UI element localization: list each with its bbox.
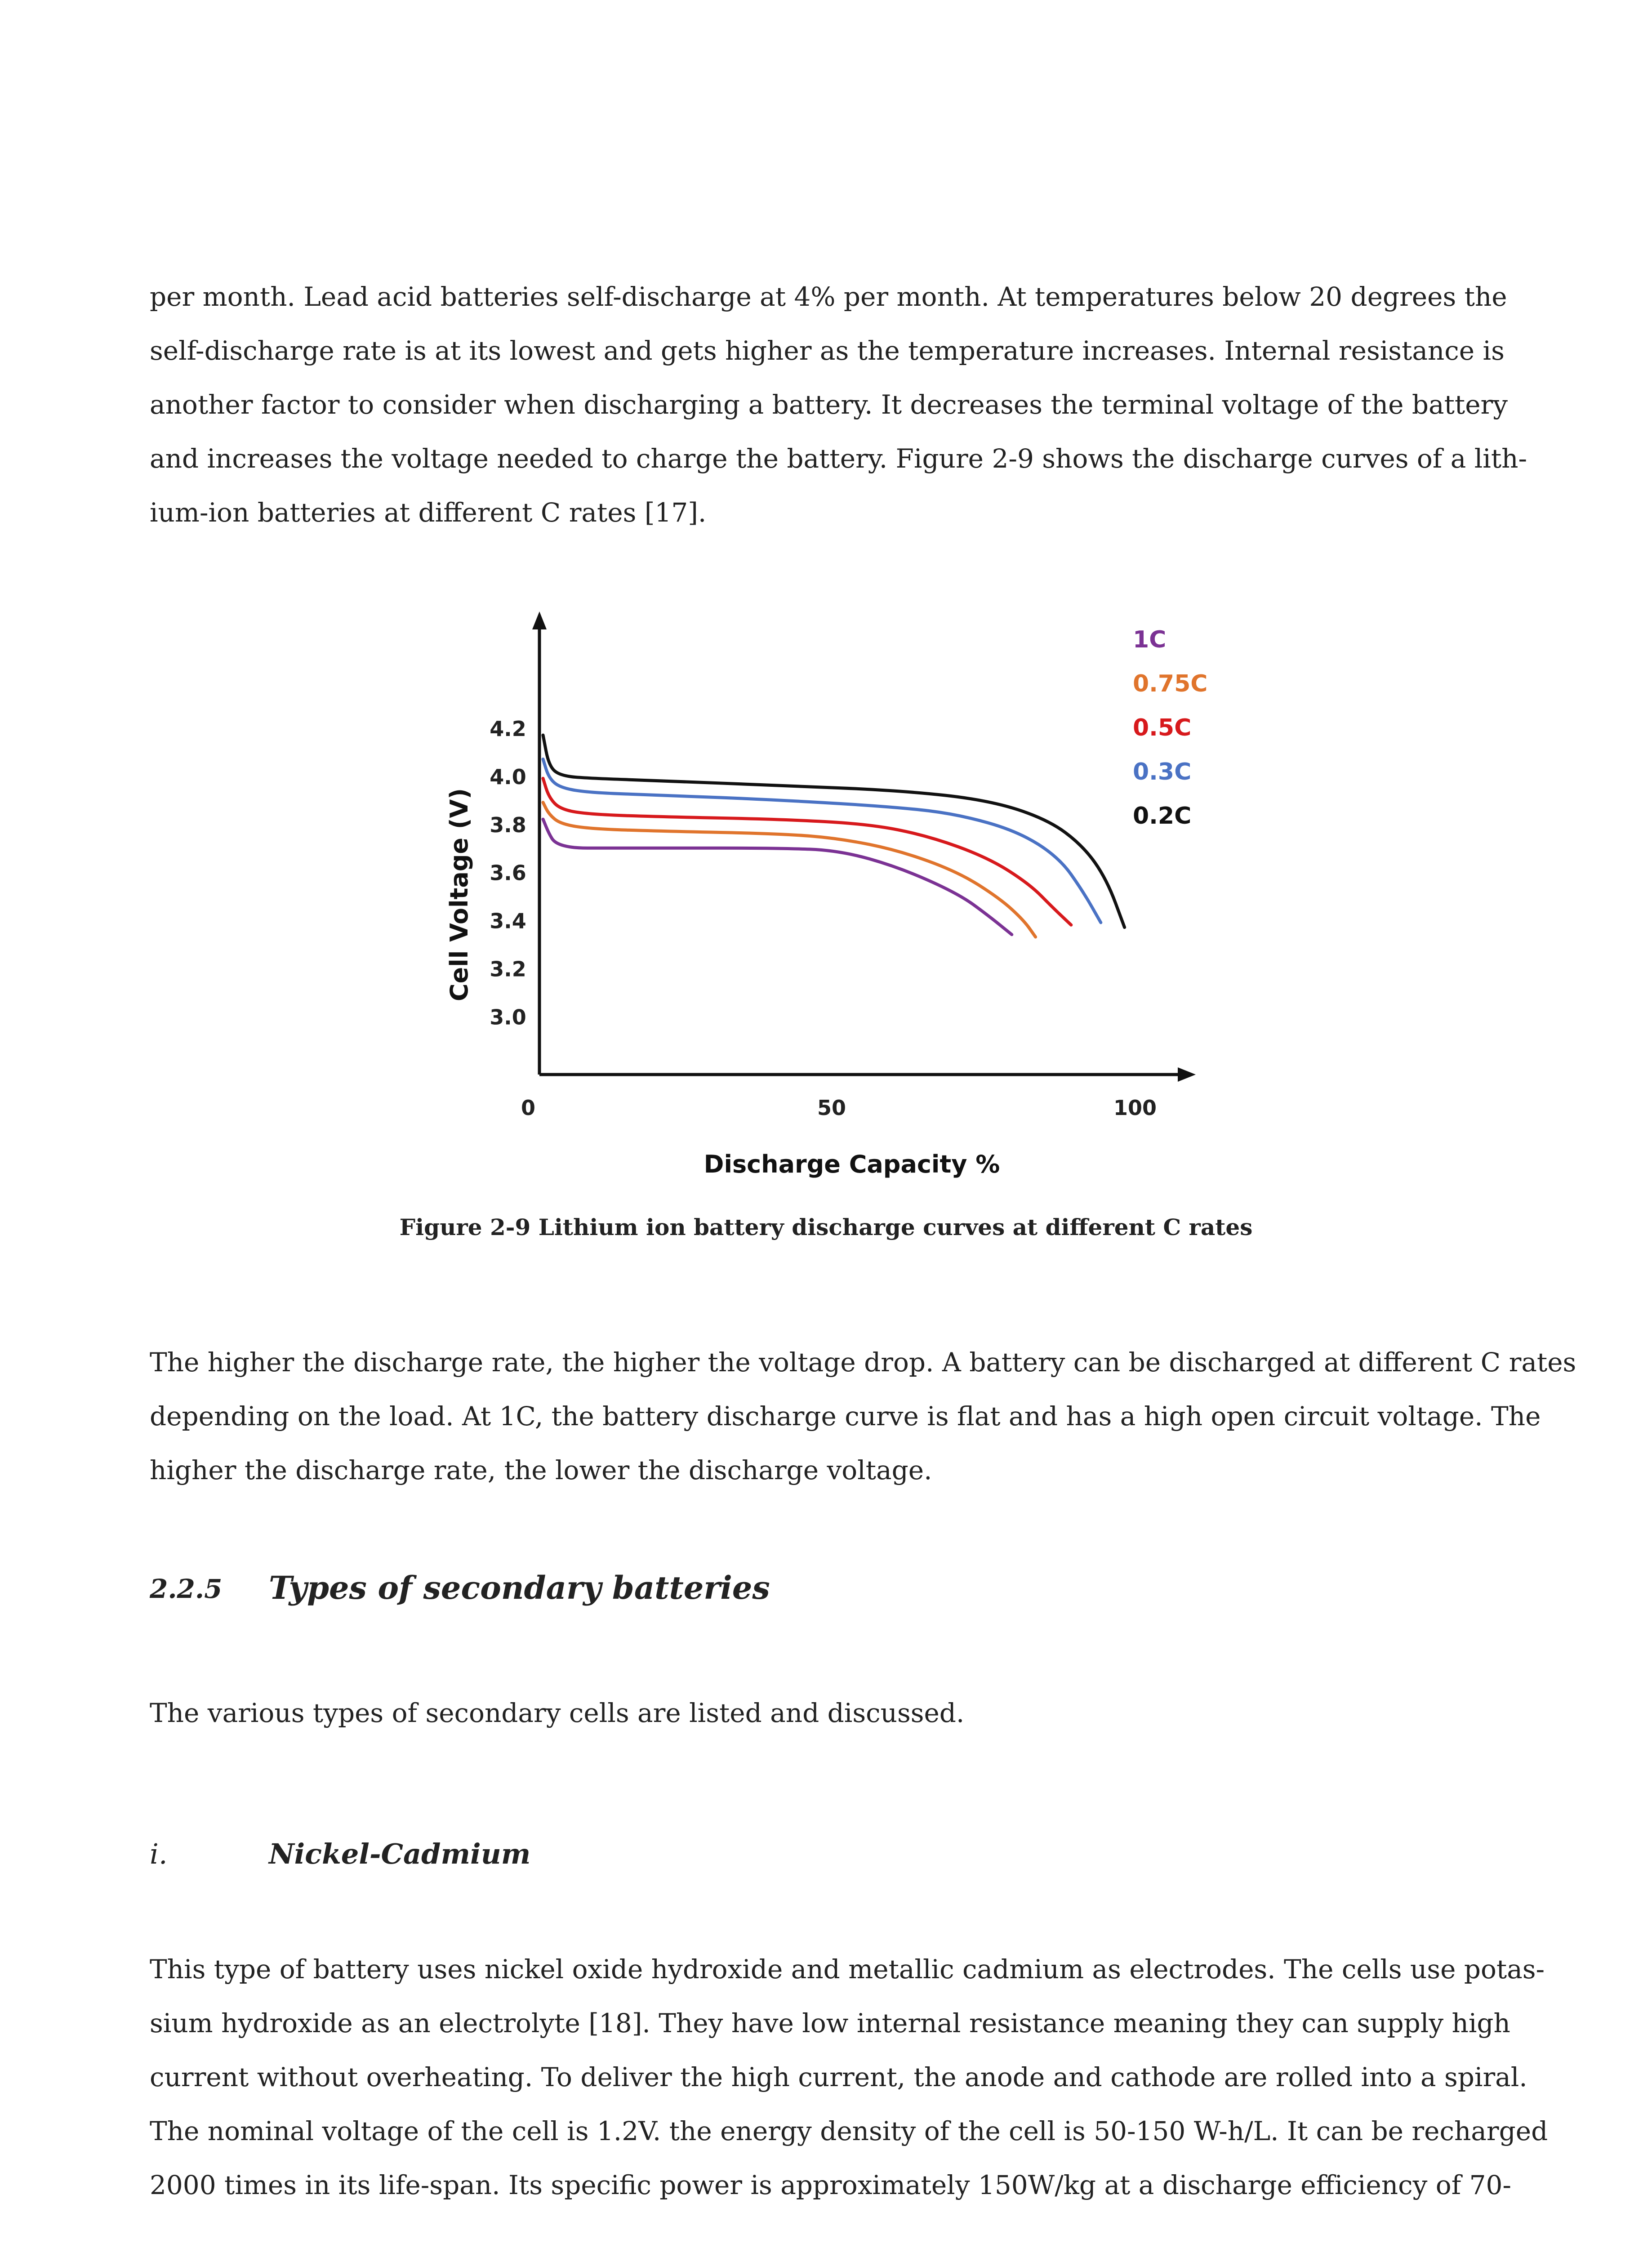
- text-line: sium hydroxide as an electrolyte [18]. They have low internal resistance meaning they can supply high: [150, 2008, 1510, 2038]
- text-line: ium-ion batteries at different C rates [17].: [150, 497, 707, 528]
- text-line: The nominal voltage of the cell is 1.2V. the energy density of the cell is 50-150 W-h/L. It can be recharged: [150, 2116, 1548, 2146]
- y-tick-label: 3.2: [490, 957, 526, 981]
- paragraph-2: [150, 1335, 1576, 1497]
- x-tick-label: 0: [521, 1096, 536, 1120]
- text-line: and increases the voltage needed to charge the battery. Figure 2-9 shows the discharge curves of a lith-: [150, 443, 1527, 474]
- text-line: self-discharge rate is at its lowest and gets higher as the temperature increases. Internal resistance is: [150, 335, 1505, 366]
- y-axis-label: Cell Voltage (V): [445, 788, 473, 1002]
- x-axis-label: Discharge Capacity %: [704, 1150, 1000, 1178]
- y-tick-label: 3.4: [490, 909, 526, 933]
- section-title: Types of secondary batteries: [269, 1569, 770, 1606]
- y-tick-label: 4.2: [490, 717, 526, 741]
- y-tick-label: 4.0: [490, 764, 526, 789]
- y-tick-label: 3.6: [490, 861, 526, 885]
- text-line: 2000 times in its life-span. Its specific power is approximately 150W/kg at a discharge efficiency of 70-: [150, 2170, 1511, 2200]
- series-line-0-3C: [543, 759, 1101, 922]
- legend-entry: 0.3C: [1133, 758, 1192, 785]
- series-line-0-75C: [543, 803, 1036, 937]
- text-line: current without overheating. To deliver the high current, the anode and cathode are rolled into a spiral.: [150, 2062, 1527, 2092]
- x-axis-arrow: [1178, 1067, 1196, 1082]
- y-axis-arrow: [532, 611, 547, 629]
- legend-entry: 0.75C: [1133, 670, 1208, 697]
- text-line: another factor to consider when discharging a battery. It decreases the terminal voltage of the battery: [150, 389, 1508, 420]
- figure-caption: Figure 2-9 Lithium ion battery discharge curves at different C rates: [399, 1214, 1253, 1240]
- text-line: per month. Lead acid batteries self-discharge at 4% per month. At temperatures below 20 degrees the: [150, 281, 1507, 312]
- series-line-1C: [543, 819, 1012, 935]
- x-tick-label: 100: [1113, 1096, 1157, 1120]
- paragraph-4: [150, 1942, 1548, 2212]
- y-tick-label: 3.8: [490, 812, 526, 837]
- legend-entry: 0.5C: [1133, 714, 1192, 741]
- text-line: depending on the load. At 1C, the battery discharge curve is flat and has a high open circuit voltage. The: [150, 1401, 1541, 1432]
- x-tick-label: 50: [817, 1096, 846, 1120]
- y-tick-label: 3.0: [490, 1005, 526, 1030]
- paragraph-3: [150, 1686, 1498, 1740]
- text-line: higher the discharge rate, the lower the discharge voltage.: [150, 1455, 932, 1485]
- text-line: This type of battery uses nickel oxide hydroxide and metallic cadmium as electrodes. The cells use potas-: [150, 1954, 1545, 1985]
- paragraph-1: [150, 270, 1527, 540]
- subsection-number: i.: [150, 1838, 168, 1870]
- legend-entry: 1C: [1133, 626, 1167, 653]
- text-line: The various types of secondary cells are listed and discussed.: [150, 1698, 965, 1728]
- text-line: The higher the discharge rate, the higher the voltage drop. A battery can be discharged at different C rates: [150, 1347, 1576, 1378]
- legend-entry: 0.2C: [1133, 803, 1192, 830]
- section-number: 2.2.5: [150, 1574, 223, 1604]
- subsection-title: Nickel-Cadmium: [269, 1838, 531, 1870]
- discharge-curve-chart: [432, 598, 1223, 1191]
